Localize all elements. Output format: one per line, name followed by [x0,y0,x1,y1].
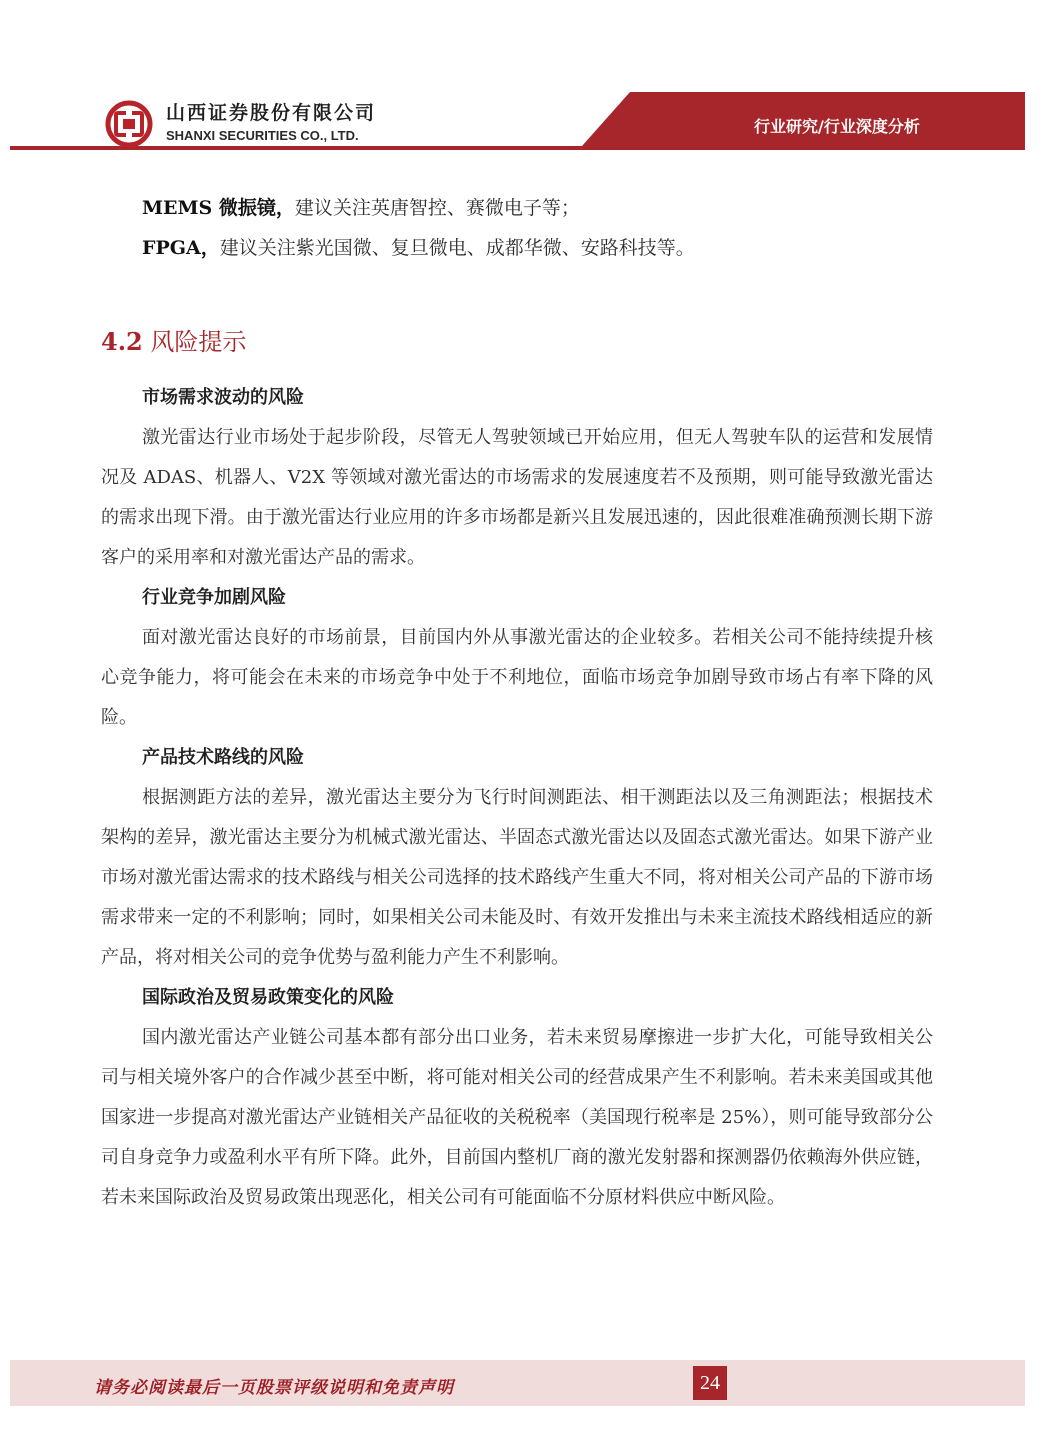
risk-list [101,378,933,1218]
page-number: 24 [693,1366,727,1400]
page-header [10,92,1025,154]
risk-heading: 行业竞争加剧风险 [142,587,286,608]
section-number: 4.2 [101,327,143,356]
section-title [101,322,246,357]
risk-heading: 产品技术路线的风险 [142,747,304,768]
report-category: 行业研究/行业深度分析 [754,117,920,136]
risk-paragraph: 面对激光雷达良好的市场前景，目前国内外从事激光雷达的企业较多。若相关公司不能持续提升核心竞争能力，将可能会在未来的市场竞争中处于不利地位，面临市场竞争加剧导致市场占有率下降的风险。 [101,627,933,728]
highlight-line [101,188,933,228]
highlight-line [101,228,933,268]
risk-paragraph: 国内激光雷达产业链公司基本都有部分出口业务，若未来贸易摩擦进一步扩大化，可能导致相关公司与相关境外客户的合作减少甚至中断，将可能对相关公司的经营成果产生不利影响。若未来美国或其他国家进一步提高对激光雷达产业链相关产品征收的关税税率（美国现行税率是 25%），则可能导致部分公司自身竞争力或盈利水平有所下降。此外，目前国内整机厂商的激光发射器和探测器仍依赖海外供应链，若未来国际政治及贸易政策出现恶化，相关公司有可能面临不分原材料供应中断风险。 [101,1027,933,1208]
highlight-term: FPGA， [142,237,220,259]
section-title-text: 风险提示 [150,328,247,356]
page-footer [10,1360,1025,1406]
highlight-text: 建议关注紫光国微、复旦微电、成都华微、安路科技等。 [219,237,695,259]
highlight-text: 建议关注英唐智控、赛微电子等； [294,197,580,219]
risk-heading: 国际政治及贸易政策变化的风险 [142,987,394,1008]
risk-paragraph: 根据测距方法的差异，激光雷达主要分为飞行时间测距法、相干测距法以及三角测距法；根据技术架构的差异，激光雷达主要分为机械式激光雷达、半固态式激光雷达以及固态式激光雷达。如果下游产业市场对激光雷达需求的技术路线与相关公司选择的技术路线产生重大不同，将对相关公司产品的下游市场需求带来一定的不利影响；同时，如果相关公司未能及时、有效开发推出与未来主流技术路线相适应的新产品，将对相关公司的竞争优势与盈利能力产生不利影响。 [101,787,933,968]
company-name-en: SHANXI SECURITIES CO., LTD. [166,128,359,143]
highlight-term: MEMS 微振镜， [142,197,295,219]
company-name-block [166,102,376,145]
disclaimer-notice: 请务必阅读最后一页股票评级说明和免责声明 [94,1378,454,1398]
company-name-cn: 山西证券股份有限公司 [166,102,377,124]
risk-paragraph: 激光雷达行业市场处于起步阶段，尽管无人驾驶领域已开始应用，但无人驾驶车队的运营和发展情况及 ADAS、机器人、V2X 等领域对激光雷达的市场需求的发展速度若不及预期，则可能导致激光雷达的需求出现下滑。由于激光雷达行业应用的许多市场都是新兴且发展迅速的，因此很难准确预测长期下游客户的采用率和对激光雷达产品的需求。 [101,427,933,568]
shanxi-securities-logo-icon [105,100,153,148]
risk-heading: 市场需求波动的风险 [142,387,304,408]
document-content [101,188,933,1208]
